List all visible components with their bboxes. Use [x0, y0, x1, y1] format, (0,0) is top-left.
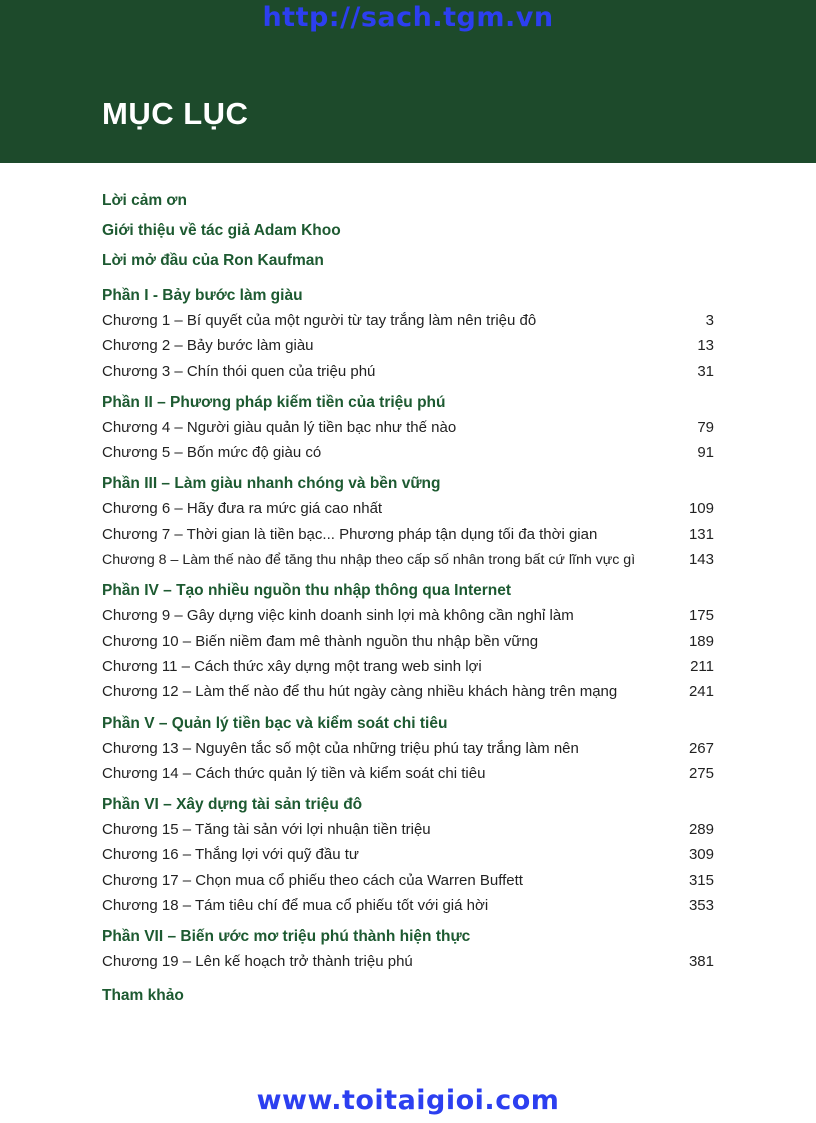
chapter-row[interactable] [102, 680, 714, 705]
chapter-title: Chương 18 – Tám tiêu chí để mua cổ phiếu tốt với giá hời [102, 897, 489, 915]
part-title[interactable]: Phần IV – Tạo nhiều nguồn thu nhập thông qua Internet [102, 582, 512, 600]
toc-part [102, 472, 714, 573]
chapter-title: Chương 3 – Chín thói quen của triệu phú [102, 362, 376, 380]
chapter-row[interactable] [102, 630, 714, 655]
chapter-title: Chương 2 – Bảy bước làm giàu [102, 337, 314, 355]
chapter-row[interactable] [102, 737, 714, 762]
chapter-title: Chương 14 – Cách thức quản lý tiền và kiểm soát chi tiêu [102, 764, 486, 782]
part-title[interactable]: Phần V – Quản lý tiền bạc và kiểm soát chi tiêu [102, 714, 448, 732]
chapter-page-number: 241 [688, 683, 714, 701]
toc-part [102, 925, 714, 975]
chapter-title: Chương 7 – Thời gian là tiền bạc... Phương pháp tận dụng tối đa thời gian [102, 525, 598, 543]
chapter-row[interactable] [102, 441, 714, 466]
chapter-page-number: 131 [688, 525, 714, 543]
chapter-title: Chương 4 – Người giàu quản lý tiền bạc như thế nào [102, 418, 457, 436]
chapter-page-number: 267 [688, 739, 714, 757]
chapter-title: Chương 8 – Làm thế nào để tăng thu nhập theo cấp số nhân trong bất cứ lĩnh vực gì [102, 552, 636, 569]
toc-item-foreword[interactable]: Lời mở đầu của Ron Kaufman [102, 252, 324, 269]
chapter-page-number: 109 [688, 500, 714, 518]
page-title: MỤC LỤC [102, 96, 249, 131]
chapter-row[interactable] [102, 523, 714, 548]
chapter-row[interactable] [102, 334, 714, 359]
chapter-title: Chương 16 – Thắng lợi với quỹ đầu tư [102, 846, 359, 864]
chapter-row[interactable] [102, 360, 714, 385]
chapter-page-number: 381 [688, 953, 714, 971]
chapter-page-number: 79 [697, 418, 714, 436]
chapter-row[interactable] [102, 655, 714, 680]
part-title[interactable]: Phần II – Phương pháp kiếm tiền của triệu phú [102, 393, 446, 411]
chapter-title: Chương 1 – Bí quyết của một người từ tay trắng làm nên triệu đô [102, 312, 537, 329]
chapter-page-number: 289 [688, 821, 714, 839]
chapter-title: Chương 5 – Bốn mức độ giàu có [102, 444, 322, 462]
chapter-row[interactable] [102, 950, 714, 975]
part-title[interactable]: Phần VII – Biến ước mơ triệu phú thành hiện thực [102, 928, 471, 946]
part-title[interactable]: Phần VI – Xây dựng tài sản triệu đô [102, 796, 363, 814]
chapter-row[interactable] [102, 818, 714, 843]
chapter-row[interactable] [102, 548, 714, 573]
chapter-page-number: 13 [697, 337, 714, 355]
toc-part [102, 712, 714, 788]
toc-part [102, 391, 714, 467]
chapter-page-number: 353 [688, 897, 714, 915]
toc-item-acknowledgements[interactable]: Lời cảm ơn [102, 192, 187, 209]
chapter-page-number: 275 [688, 764, 714, 782]
chapter-row[interactable] [102, 497, 714, 522]
chapter-page-number: 315 [688, 871, 714, 889]
toc-part [102, 579, 714, 705]
toc-part [102, 793, 714, 919]
chapter-title: Chương 12 – Làm thế nào để thu hút ngày càng nhiều khách hàng trên mạng [102, 683, 618, 701]
toc-part [102, 284, 714, 385]
chapter-row[interactable] [102, 843, 714, 868]
chapter-row[interactable] [102, 894, 714, 919]
footer-url-link[interactable]: www.toitaigioi.com [256, 1085, 560, 1116]
chapter-page-number: 3 [705, 312, 714, 329]
chapter-title: Chương 19 – Lên kế hoạch trở thành triệu phú [102, 953, 413, 971]
chapter-row[interactable] [102, 869, 714, 894]
chapter-page-number: 309 [688, 846, 714, 864]
chapter-title: Chương 10 – Biến niềm đam mê thành nguồn thu nhập bền vững [102, 632, 539, 650]
chapter-page-number: 31 [697, 362, 714, 380]
chapter-row[interactable] [102, 604, 714, 629]
part-title[interactable]: Phần I - Bảy bước làm giàu [102, 287, 303, 304]
top-url-link[interactable]: http://sach.tgm.vn [262, 2, 554, 33]
chapter-title: Chương 11 – Cách thức xây dựng một trang web sinh lợi [102, 657, 482, 675]
chapter-title: Chương 9 – Gây dựng việc kinh doanh sinh lợi mà không cần nghỉ làm [102, 607, 574, 625]
chapter-page-number: 189 [688, 632, 714, 650]
toc-item-references[interactable]: Tham khảo [102, 986, 184, 1004]
chapter-title: Chương 17 – Chọn mua cổ phiếu theo cách của Warren Buffett [102, 871, 523, 889]
chapter-page-number: 91 [697, 444, 714, 462]
chapter-page-number: 175 [688, 607, 714, 625]
chapter-row[interactable] [102, 762, 714, 787]
chapter-title: Chương 6 – Hãy đưa ra mức giá cao nhất [102, 500, 383, 518]
chapter-page-number: 211 [690, 657, 714, 675]
table-of-contents [102, 188, 714, 1008]
part-title[interactable]: Phần III – Làm giàu nhanh chóng và bền vững [102, 475, 441, 493]
chapter-title: Chương 13 – Nguyên tắc số một của những triệu phú tay trắng làm nên [102, 739, 579, 757]
chapter-row[interactable] [102, 416, 714, 441]
chapter-page-number: 143 [688, 551, 714, 569]
chapter-title: Chương 15 – Tăng tài sản với lợi nhuận tiền triệu [102, 821, 431, 839]
chapter-row[interactable] [102, 309, 714, 334]
toc-item-about-author[interactable]: Giới thiệu về tác giả Adam Khoo [102, 222, 341, 239]
